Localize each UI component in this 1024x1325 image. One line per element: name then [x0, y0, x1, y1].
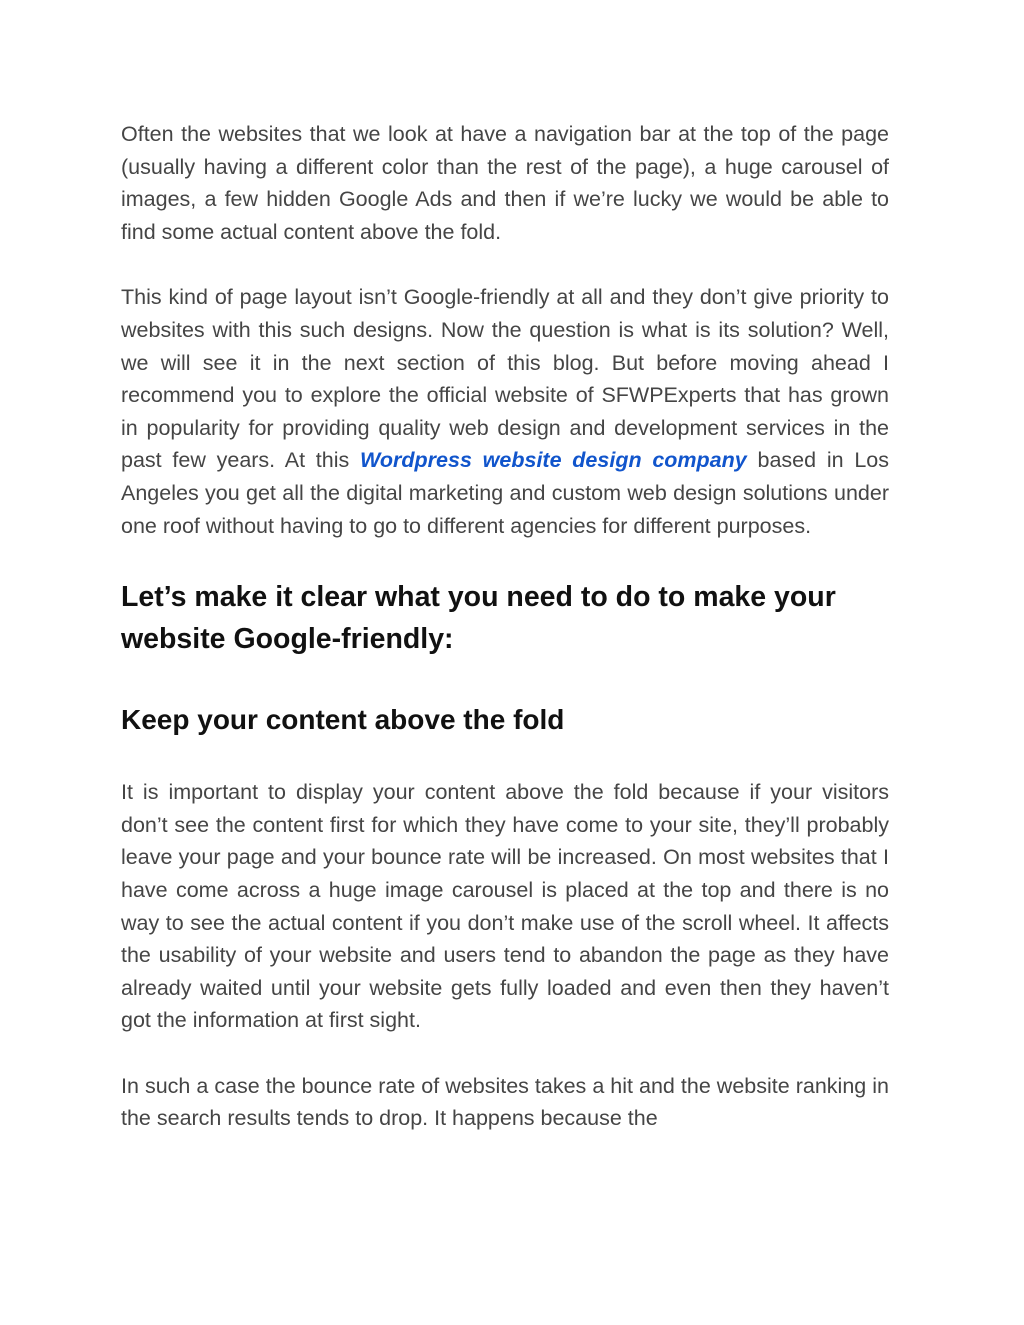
wordpress-design-company-link[interactable]: Wordpress website design company: [360, 448, 747, 473]
paragraph-layout-text-before: This kind of page layout isn’t Google-friendly at all and they don’t give priority to websites with this such designs. Now the question is what is its solution? Well, we will see it in the next section of this blog. But before moving ahead I recommend you to explore the official website of SFWPExperts that has grown in popularity for providing quality web design and development services in the past few years. At this: [121, 285, 889, 473]
paragraph-layout: [121, 281, 889, 542]
paragraph-above-fold: It is important to display your content above the fold because if your visitors don’t see the content first for which they have come to your site, they’ll probably leave your page and your bounce rate will be increased. On most websites that I have come across a huge image carousel is placed at the top and there is no way to see the actual content if you don’t make use of the scroll wheel. It affects the usability of your website and users tend to abandon the page as they have already waited until your website gets fully loaded and even then they haven’t got the information at first sight.: [121, 780, 889, 1033]
paragraph-layout-text-after: based in Los Angeles you get all the digital marketing and custom web design solutions under one roof without having to go to different agencies for different purposes.: [121, 448, 889, 538]
document-page: [121, 118, 889, 1135]
section-heading: Let’s make it clear what you need to do to make your website Google-friendly:: [121, 581, 836, 656]
paragraph-intro: Often the websites that we look at have a navigation bar at the top of the page (usually having a different color than the rest of the page), a huge carousel of images, a few hidden Google Ads and then if we’re lucky we would be able to find some actual content above the fold.: [121, 122, 889, 244]
paragraph-bounce-rate: In such a case the bounce rate of websites takes a hit and the website ranking in the search results tends to drop. It happens because the: [121, 1073, 889, 1131]
subsection-heading: Keep your content above the fold: [121, 704, 565, 736]
